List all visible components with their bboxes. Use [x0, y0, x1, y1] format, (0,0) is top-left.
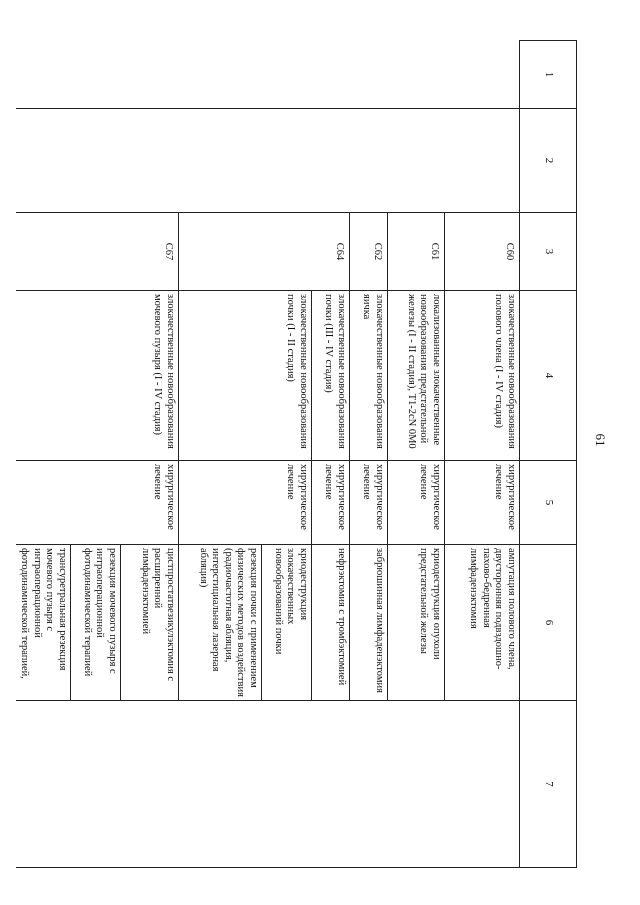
method-cell: цистпростатвезикулэктомия с расширенной лимфаденэктомией: [121, 545, 179, 701]
table-row: [445, 41, 520, 868]
diagnosis-cell: злокачественные новообразования яичка: [350, 291, 388, 461]
col-header-1: 1: [520, 41, 577, 109]
col-header-7: 7: [520, 701, 577, 868]
diagnosis-cell: злокачественные новообразования почки (III - IV стадия): [312, 291, 350, 461]
code-cell: C62: [350, 213, 388, 291]
method-cell: резекция почки с применением физических методов воздействия (радиочастотная абляция, интерстициальная лазерная абляция): [179, 545, 262, 701]
method-cell: трансуретральная резекция мочевого пузыря с интраоперационной фотодинамической терапией,: [16, 545, 71, 701]
method-cell: криодеструкция опухоли предстательной железы: [388, 545, 445, 701]
header-row: [520, 41, 577, 868]
col-header-5: 5: [520, 461, 577, 545]
diagnosis-cell: злокачественные новообразования почки (I - II стадия): [179, 291, 312, 461]
treatment-cell: хирургическое лечение: [16, 461, 179, 545]
code-cell: C67: [16, 213, 179, 291]
col2-empty: [16, 109, 520, 213]
col1-empty: [16, 41, 520, 109]
treatment-cell: хирургическое лечение: [179, 461, 312, 545]
method-cell: забрюшинная лимфаденэктомия: [350, 545, 388, 701]
code-cell: C64: [179, 213, 350, 291]
method-cell: ампутация полового члена, двусторонняя подвздошно-пахово-бедренная лимфаденэктомия: [445, 545, 520, 701]
col-header-2: 2: [520, 109, 577, 213]
col-header-6: 6: [520, 545, 577, 701]
treatment-cell: хирургическое лечение: [388, 461, 445, 545]
medical-care-table: [16, 40, 577, 868]
treatment-cell: хирургическое лечение: [445, 461, 520, 545]
rotated-page: [19, 40, 577, 867]
col7-empty: [16, 701, 520, 868]
treatment-cell: хирургическое лечение: [350, 461, 388, 545]
method-cell: резекция мочевого пузыря с интраоперационной фотодинамической терапией: [71, 545, 121, 701]
page-number: 61: [593, 433, 608, 447]
treatment-cell: хирургическое лечение: [312, 461, 350, 545]
col-header-3: 3: [520, 213, 577, 291]
code-cell: C61: [388, 213, 445, 291]
code-cell: C60: [445, 213, 520, 291]
diagnosis-cell: локализованные злокачественные новообразования предстательной железы (I - II стадия), T1-2cN 0M0: [388, 291, 445, 461]
method-cell: криодеструкция злокачественных новообразований почки: [262, 545, 312, 701]
col-header-4: 4: [520, 291, 577, 461]
diagnosis-cell: злокачественные новообразования мочевого пузыря (I - IV стадия): [16, 291, 179, 461]
method-cell: нефрэктомия с тромбэктомией: [312, 545, 350, 701]
diagnosis-cell: злокачественные новообразования полового члена (I - IV стадия): [445, 291, 520, 461]
